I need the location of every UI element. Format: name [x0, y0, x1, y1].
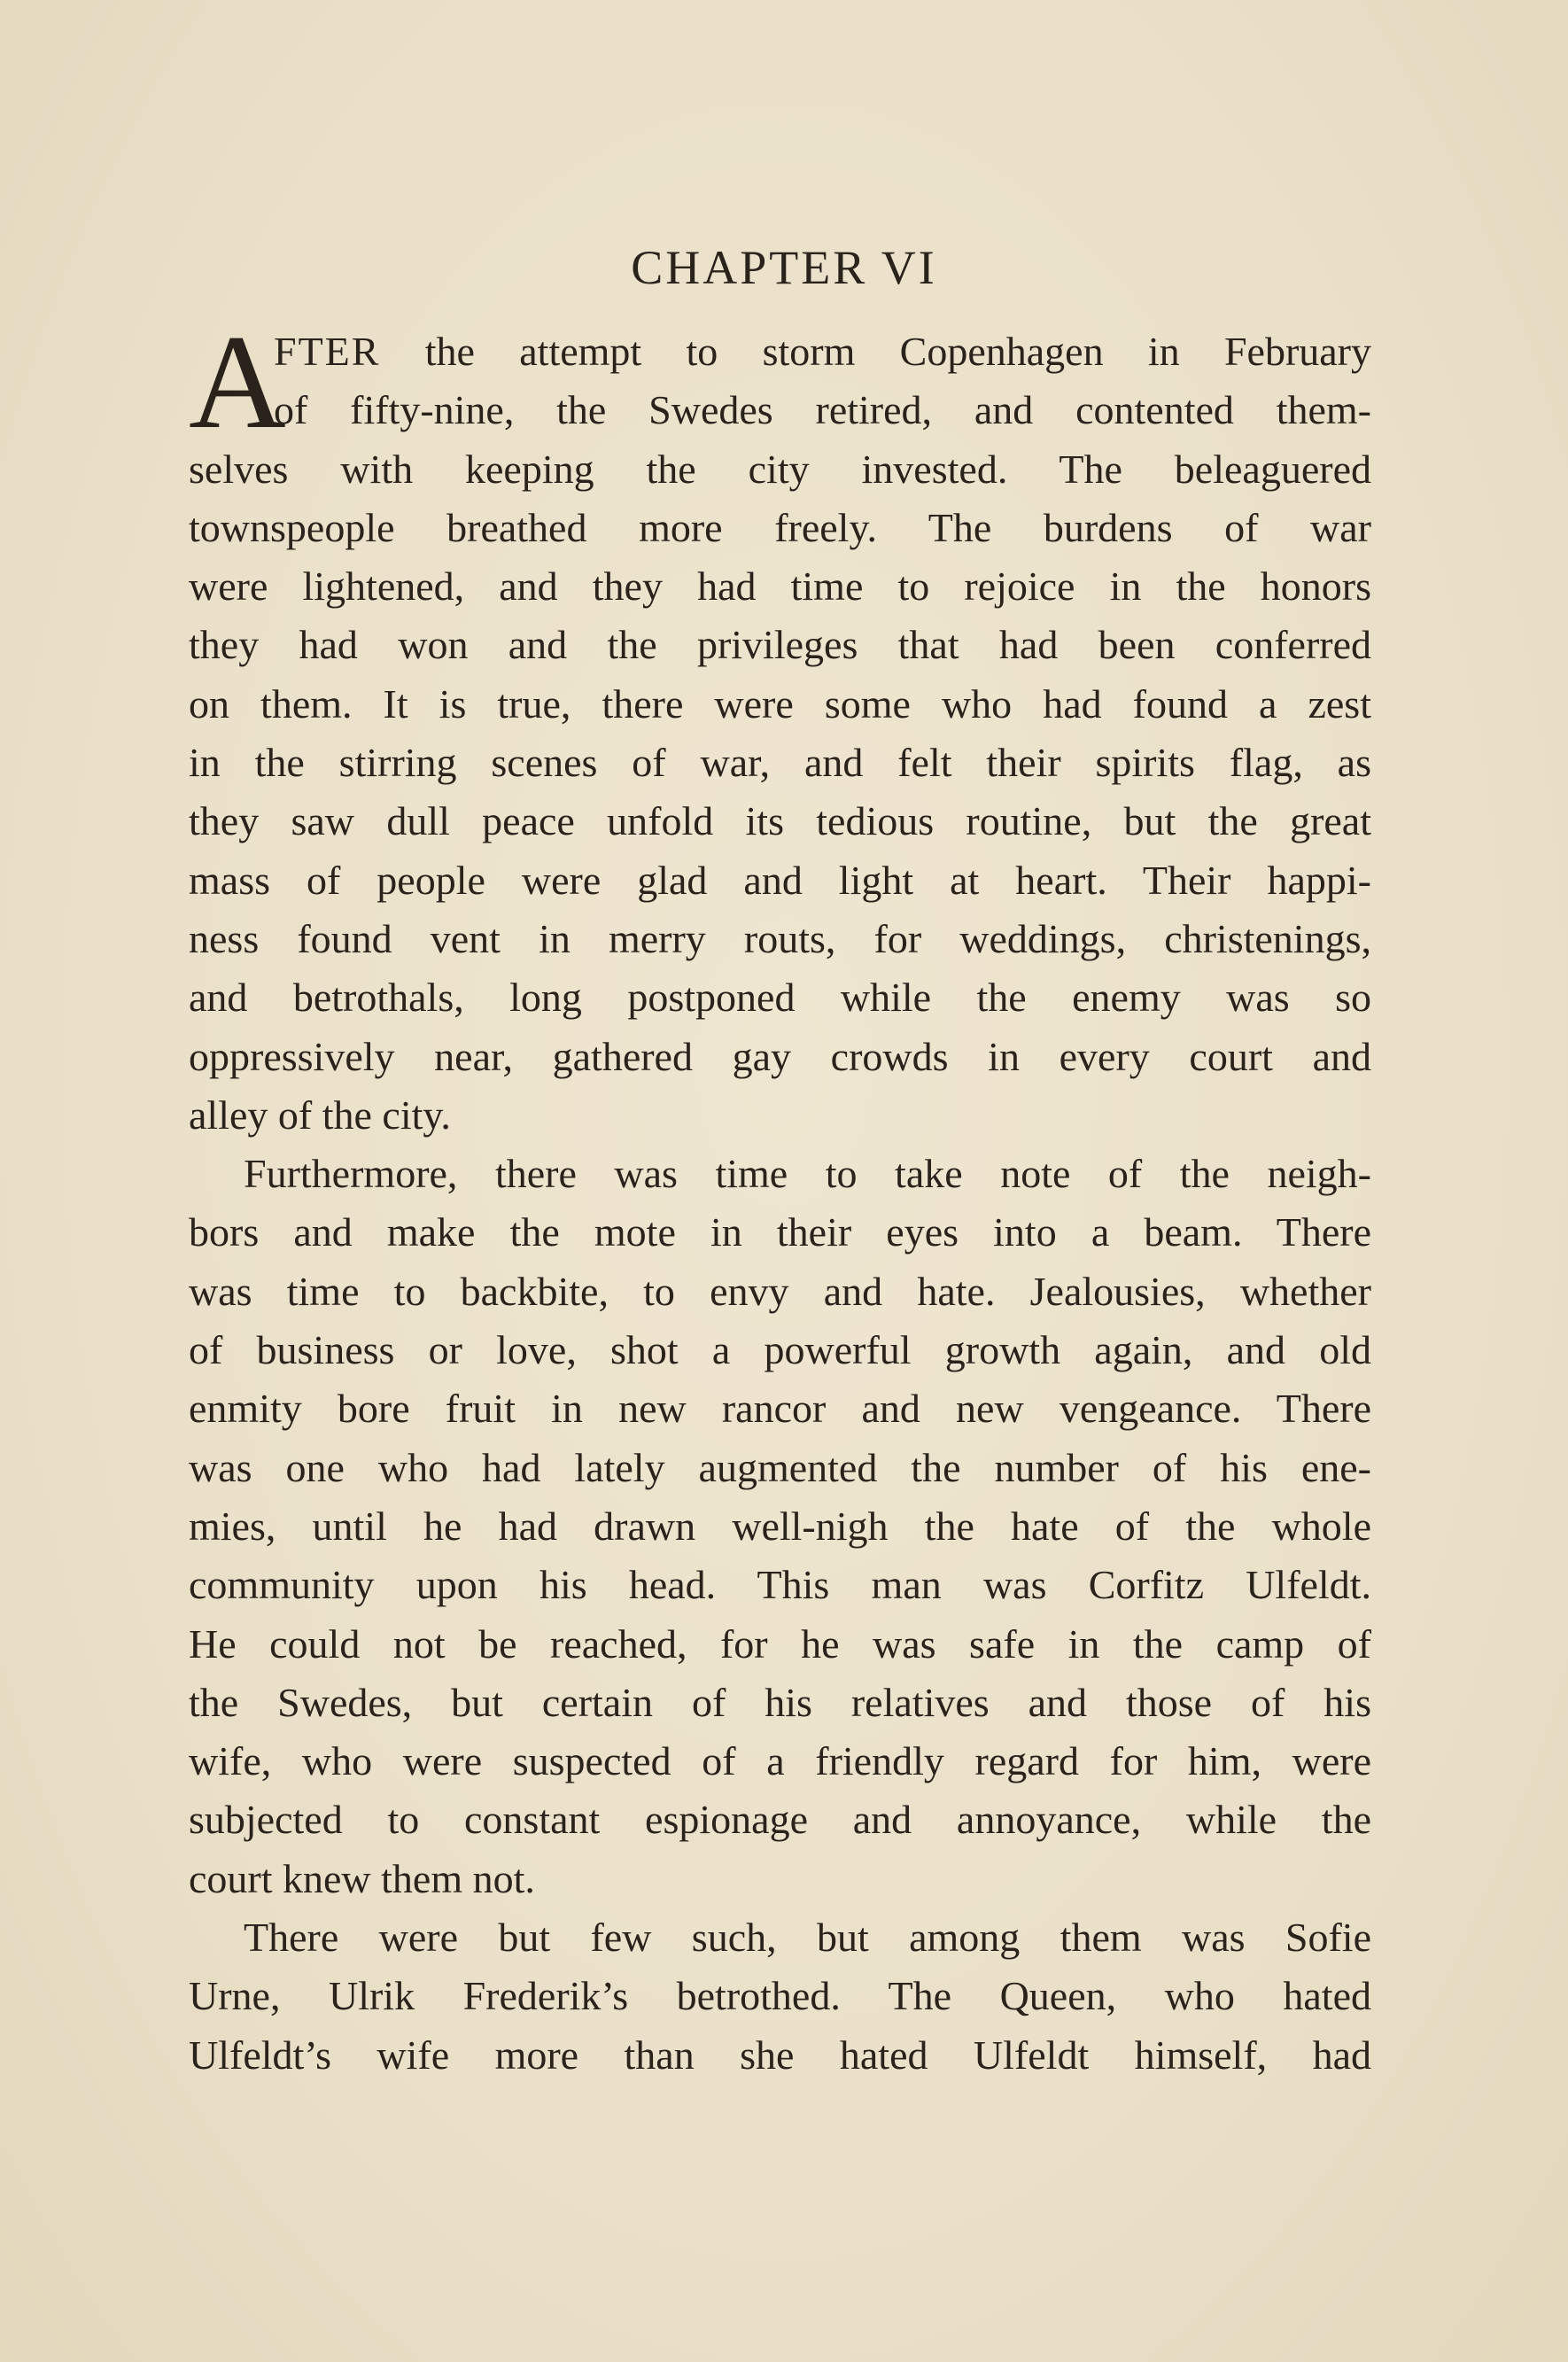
body-text: [189, 307, 1371, 2085]
text-line: of business or love, shot a powerful growth again, and old: [189, 1327, 1371, 1373]
text-line: wife, who were suspected of a friendly regard for him, were: [189, 1738, 1371, 1784]
chapter-heading: CHAPTER VI: [631, 241, 937, 294]
text-line: were lightened, and they had time to rejoice in the honors: [189, 563, 1371, 610]
text-line: on them. It is true, there were some who had found a zest: [189, 680, 1371, 726]
text-line: was time to backbite, to envy and hate. Jealousies, whether: [189, 1268, 1371, 1314]
text-line: townspeople breathed more freely. The burdens of war: [189, 504, 1371, 550]
text-line: selves with keeping the city invested. The beleaguered: [189, 446, 1371, 492]
text-line: court knew them not.: [189, 1855, 535, 1901]
text-line: enmity bore fruit in new rancor and new vengeance. There: [189, 1386, 1371, 1432]
text-line: in the stirring scenes of war, and felt their spirits flag, as: [189, 740, 1371, 786]
text-line: mass of people were glad and light at heart. Their happi-: [189, 857, 1371, 903]
text-line: mies, until he had drawn well-nigh the hate of the whole: [189, 1503, 1371, 1549]
text-line: was one who had lately augmented the number of his ene-: [189, 1444, 1371, 1490]
text-line: alley of the city.: [189, 1092, 451, 1138]
text-line: He could not be reached, for he was safe in the camp of: [189, 1620, 1371, 1667]
text-line: ness found vent in merry routs, for weddings, christenings,: [189, 915, 1371, 961]
first-word: FTER: [274, 329, 381, 374]
text-line: Ulfeldt’s wife more than she hated Ulfeldt himself, had: [189, 2032, 1371, 2078]
text-line: subjected to constant espionage and annoyance, while the: [189, 1797, 1371, 1843]
drop-cap-letter: A: [189, 307, 286, 456]
text-line: [189, 322, 1371, 381]
text-line: There were but few such, but among them was Sofie: [244, 1915, 1371, 1961]
text-line: bors and make the mote in their eyes into a beam. There: [189, 1209, 1371, 1255]
text-line: community upon his head. This man was Corfitz Ulfeldt.: [189, 1562, 1371, 1608]
text-line: oppressively near, gathered gay crowds in every court and: [189, 1033, 1371, 1079]
text-line: they saw dull peace unfold its tedious routine, but the great: [189, 798, 1371, 844]
text-line: the Swedes, but certain of his relatives and those of his: [189, 1679, 1371, 1725]
text-line: Furthermore, there was time to take note of the neigh-: [244, 1151, 1371, 1197]
text-line: of fifty-nine, the Swedes retired, and contented them-: [274, 387, 1371, 433]
text-line: they had won and the privileges that had been conferred: [189, 622, 1371, 668]
text-line: Urne, Ulrik Frederik’s betrothed. The Queen, who hated: [189, 1973, 1371, 2019]
line-rest: the attempt to storm Copenhagen in February: [380, 329, 1371, 374]
text-line: and betrothals, long postponed while the enemy was so: [189, 975, 1371, 1021]
